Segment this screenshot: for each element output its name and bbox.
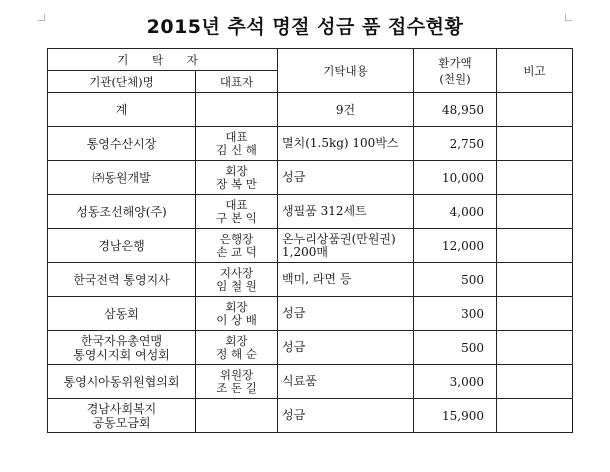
rep-title: 지사장: [219, 265, 254, 280]
rep-name: 조 돈 길: [216, 380, 257, 395]
content-cell: 백미, 라면 등: [278, 263, 414, 297]
org-name-line: 공동모금회: [92, 415, 151, 430]
rep-name: 장 복 만: [216, 176, 257, 191]
amount-cell: 12,000: [414, 229, 497, 263]
amount-cell: 500: [414, 263, 497, 297]
representative-cell: [196, 399, 278, 433]
org-name-line: 통영시아동위원협의회: [63, 374, 180, 389]
rep-name: 구 본 익: [216, 210, 257, 225]
org-name-cell: [48, 229, 196, 263]
amount-header: [414, 49, 497, 93]
org-name-line: 통영시지회 여성회: [73, 347, 170, 362]
amount-cell: 2,750: [414, 127, 497, 161]
content-cell: 멸치(1.5kg) 100박스: [278, 127, 414, 161]
amount-header-line1: 환가액: [438, 55, 472, 70]
representative-cell: [196, 127, 278, 161]
rep-name: 손 교 덕: [216, 244, 257, 259]
header-row-1: [48, 49, 573, 71]
table-row: [48, 161, 573, 195]
rep-title: 위원장: [219, 367, 254, 382]
amount-cell: 15,900: [414, 399, 497, 433]
org-name-cell: [48, 195, 196, 229]
org-name-line: ㈜동원개발: [92, 170, 151, 185]
org-name-cell: [48, 127, 196, 161]
rep-title: 대표: [225, 129, 248, 144]
remarks-cell: [497, 297, 573, 331]
representative-cell: [196, 263, 278, 297]
org-name-cell: [48, 331, 196, 365]
org-name-line: 한국자유총연맹: [80, 333, 163, 348]
rep-title: 대표: [225, 197, 248, 212]
content-cell: 성금: [278, 331, 414, 365]
remarks-cell: [497, 399, 573, 433]
amount-cell: 500: [414, 331, 497, 365]
org-name-header: 기관(단체)명: [48, 71, 196, 93]
total-label: 계: [48, 93, 196, 127]
org-name-cell: [48, 263, 196, 297]
rep-name: 김 신 해: [216, 142, 257, 157]
table-row: [48, 195, 573, 229]
rep-title: 회장: [225, 163, 248, 178]
table-row: [48, 263, 573, 297]
representative-cell: [196, 331, 278, 365]
table-row: [48, 127, 573, 161]
remarks-cell: [497, 365, 573, 399]
org-name-line: 한국전력 통영지사: [73, 272, 170, 287]
total-rep: [196, 93, 278, 127]
table-row: [48, 365, 573, 399]
representative-cell: [196, 195, 278, 229]
amount-header-line2: (천원): [439, 71, 471, 86]
content-cell: 성금: [278, 161, 414, 195]
representative-header: 대표자: [196, 71, 278, 93]
total-amount: 48,950: [414, 93, 497, 127]
content-cell: 성금: [278, 399, 414, 433]
remarks-cell: [497, 161, 573, 195]
remarks-cell: [497, 195, 573, 229]
table-row: [48, 331, 573, 365]
org-name-line: 경남사회복지: [86, 401, 157, 416]
remarks-header: 비고: [497, 49, 573, 93]
rep-name: 정 해 순: [216, 346, 257, 361]
remarks-cell: [497, 229, 573, 263]
org-name-line: 경남은행: [98, 238, 145, 253]
donor-group-header: 기 탁 자: [48, 49, 278, 71]
content-cell: 성금: [278, 297, 414, 331]
total-content: 9건: [278, 93, 414, 127]
org-name-cell: [48, 399, 196, 433]
rep-name: 이 상 배: [216, 312, 257, 327]
amount-cell: 10,000: [414, 161, 497, 195]
total-remarks: [497, 93, 573, 127]
representative-cell: [196, 365, 278, 399]
amount-cell: 300: [414, 297, 497, 331]
content-cell: 생필품 312세트: [278, 195, 414, 229]
content-header: 기탁내용: [278, 49, 414, 93]
rep-title: 은행장: [219, 231, 254, 246]
content-cell: 온누리상품권(만원권) 1,200매: [278, 229, 414, 263]
document-title: 2015년 추석 명절 성금 품 접수현황: [146, 16, 464, 38]
amount-cell: 4,000: [414, 195, 497, 229]
amount-cell: 3,000: [414, 365, 497, 399]
rep-title: 회장: [225, 333, 248, 348]
table-row: [48, 399, 573, 433]
rep-title: 회장: [225, 299, 248, 314]
table-row: [48, 297, 573, 331]
org-name-line: 삼동회: [104, 306, 139, 321]
table-row: [48, 229, 573, 263]
org-name-line: 성동조선해양(주): [76, 204, 167, 219]
org-name-cell: [48, 161, 196, 195]
total-row: [48, 93, 573, 127]
donation-table: [47, 48, 573, 433]
org-name-cell: [48, 297, 196, 331]
table-body: [48, 127, 573, 433]
remarks-cell: [497, 263, 573, 297]
remarks-cell: [497, 331, 573, 365]
remarks-cell: [497, 127, 573, 161]
org-name-line: 통영수산시장: [86, 136, 157, 151]
content-cell: 식료품: [278, 365, 414, 399]
representative-cell: [196, 297, 278, 331]
rep-name: 임 철 원: [216, 278, 257, 293]
representative-cell: [196, 229, 278, 263]
org-name-cell: [48, 365, 196, 399]
representative-cell: [196, 161, 278, 195]
